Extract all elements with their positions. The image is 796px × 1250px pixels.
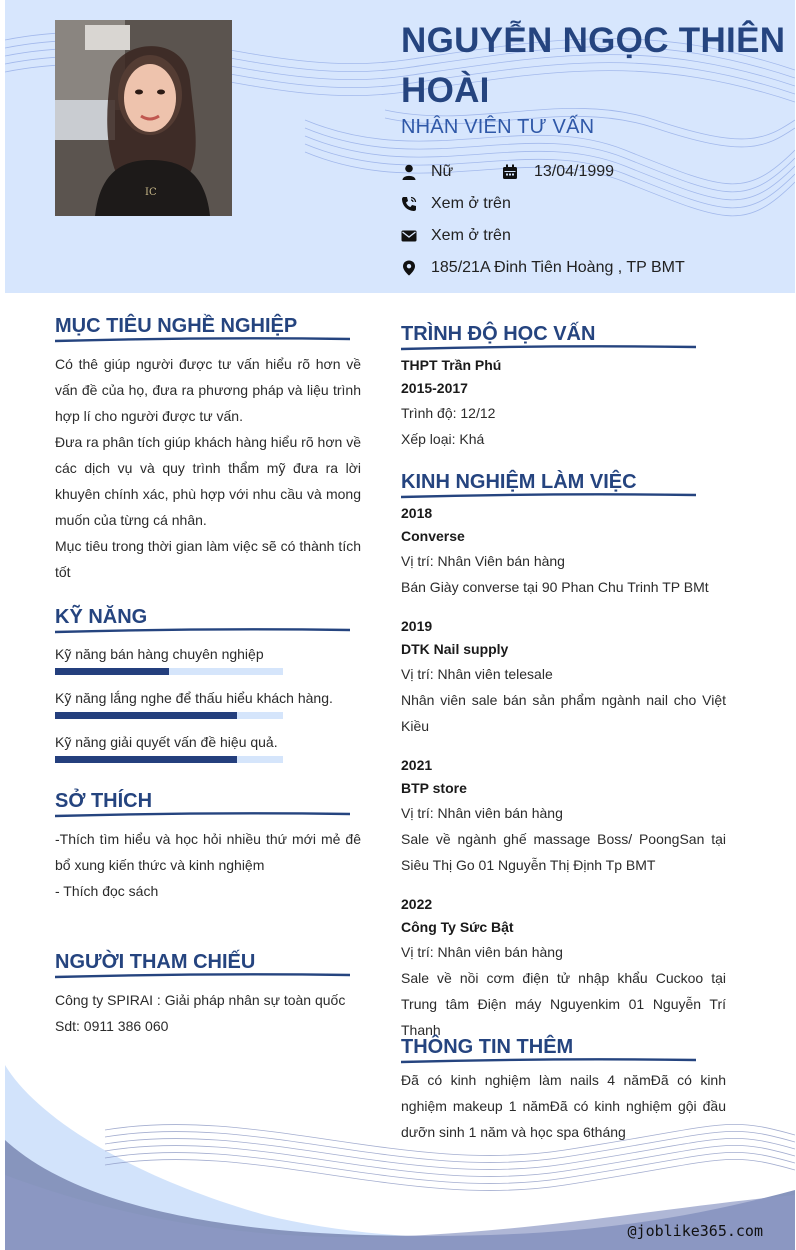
skill-bar-fill-3 [55,756,237,763]
education-title-underline [401,344,696,352]
birthday-row [502,160,614,184]
skills-title-underline [55,627,350,635]
reference-line-1: Công ty SPIRAI : Giải pháp nhân sự toàn quốc [55,992,346,1008]
cv-page [5,0,795,1250]
experience-year-4: 2022 [401,896,433,912]
phone-icon [401,196,417,212]
reference-line-2: Sdt: 0911 386 060 [55,1018,169,1034]
education-grade: Xếp loại: Khá [401,431,485,447]
email-value: Xem ở trên [431,227,511,244]
experience-desc-1: Bán Giày converse tại 90 Phan Chu Trinh TP BMt [401,579,709,595]
address-row [401,256,685,280]
experience-position-3: Vị trí: Nhân viên bán hàng [401,805,563,821]
hobbies-title: SỞ THÍCH [55,790,153,812]
references-title-underline [55,972,350,980]
objective-title: MỤC TIÊU NGHỀ NGHIỆP [55,315,298,337]
skill-label-2: Kỹ năng lắng nghe để thấu hiểu khách hàng. [55,690,333,706]
experience-year-1: 2018 [401,505,433,521]
education-school: THPT Trần Phú [401,357,502,373]
education-level: Trình độ: 12/12 [401,405,496,421]
experience-year-2: 2019 [401,618,433,634]
experience-position-4: Vị trí: Nhân viên bán hàng [401,944,563,960]
skill-bar-2 [55,712,283,719]
address-value: 185/21A Đinh Tiên Hoàng , TP BMT [431,259,685,276]
experience-title: KINH NGHIỆM LÀM VIỆC [401,471,637,493]
experience-position-1: Vị trí: Nhân Viên bán hàng [401,553,565,569]
extra-info-text: Đã có kinh nghiệm làm nails 4 nămĐã có kinh nghiệm makeup 1 nămĐã có kinh nghiệm gội đầu dưỡn sinh 1 năm và học spa 6tháng [401,1072,726,1140]
hobby-line-2: - Thích đọc sách [55,883,159,899]
skill-bar-fill-2 [55,712,237,719]
objective-paragraph-1: Có thê giúp người được tư vấn hiểu rõ hơn về vấn đề của họ, đưa ra phương pháp và liệu trình hợp lí cho người được tư vấn. [55,356,361,424]
experience-company-3: BTP store [401,780,467,796]
full-name: NGUYỄN NGỌC THIÊN HOÀI [401,21,786,110]
birthday-value: 13/04/1999 [534,163,615,180]
gender-row [401,160,453,184]
education-years: 2015-2017 [401,380,468,396]
experience-position-2: Vị trí: Nhân viên telesale [401,666,553,682]
calendar-icon [502,164,518,180]
experience-desc-3: Sale về ngành ghế massage Boss/ PoongSan tại Siêu Thị Go 01 Nguyễn Thị Định Tp BMT [401,831,726,873]
extra-info-title: THÔNG TIN THÊM [401,1036,574,1058]
location-icon [401,260,417,276]
job-title: NHÂN VIÊN TƯ VẤN [401,116,595,138]
experience-desc-4: Sale về nồi cơm điện tử nhập khẩu Cuckoo tại Trung tâm Điện máy Nguyenkim 01 Nguyễn Trí Thanh [401,970,726,1038]
email-row [401,224,511,248]
hobby-line-1: -Thích tìm hiểu và học hỏi nhiều thứ mới mẻ đê bổ xung kiến thức và kinh nghiệm [55,831,361,873]
experience-year-3: 2021 [401,757,433,773]
experience-company-4: Công Ty Sức Bật [401,919,514,935]
skill-bar-3 [55,756,283,763]
skill-bar-1 [55,668,283,675]
skill-label-3: Kỹ năng giải quyết vấn đề hiệu quả. [55,734,278,750]
skill-bar-fill-1 [55,668,169,675]
experience-company-2: DTK Nail supply [401,641,509,657]
gender-value: Nữ [431,163,454,180]
skills-title: KỸ NĂNG [55,606,148,628]
skill-label-1: Kỹ năng bán hàng chuyên nghiệp [55,646,264,662]
objective-title-underline [55,336,350,344]
extra-info-title-underline [401,1057,696,1065]
hobbies-title-underline [55,811,350,819]
watermark: @joblike365.com [627,1222,763,1240]
user-icon [401,164,417,180]
profile-photo [55,20,232,216]
objective-paragraph-3: Mục tiêu trong thời gian làm việc sẽ có thành tích tốt [55,538,361,580]
education-title: TRÌNH ĐỘ HỌC VẤN [401,323,596,345]
phone-row [401,192,511,216]
mail-icon [401,228,417,244]
svg-text:IC: IC [145,187,157,198]
experience-desc-2: Nhân viên sale bán sản phẩm ngành nail cho Việt Kiều [401,692,726,734]
experience-title-underline [401,492,696,500]
objective-paragraph-2: Đưa ra phân tích giúp khách hàng hiểu rõ hơn về các dịch vụ và quy trình thẩm mỹ đưa ra lời khuyên chính xác, phù hợp với nhu cầu và mong muốn của từng cá nhân. [55,434,361,528]
phone-value: Xem ở trên [431,195,511,212]
references-title: NGƯỜI THAM CHIẾU [55,951,256,973]
experience-company-1: Converse [401,528,465,544]
